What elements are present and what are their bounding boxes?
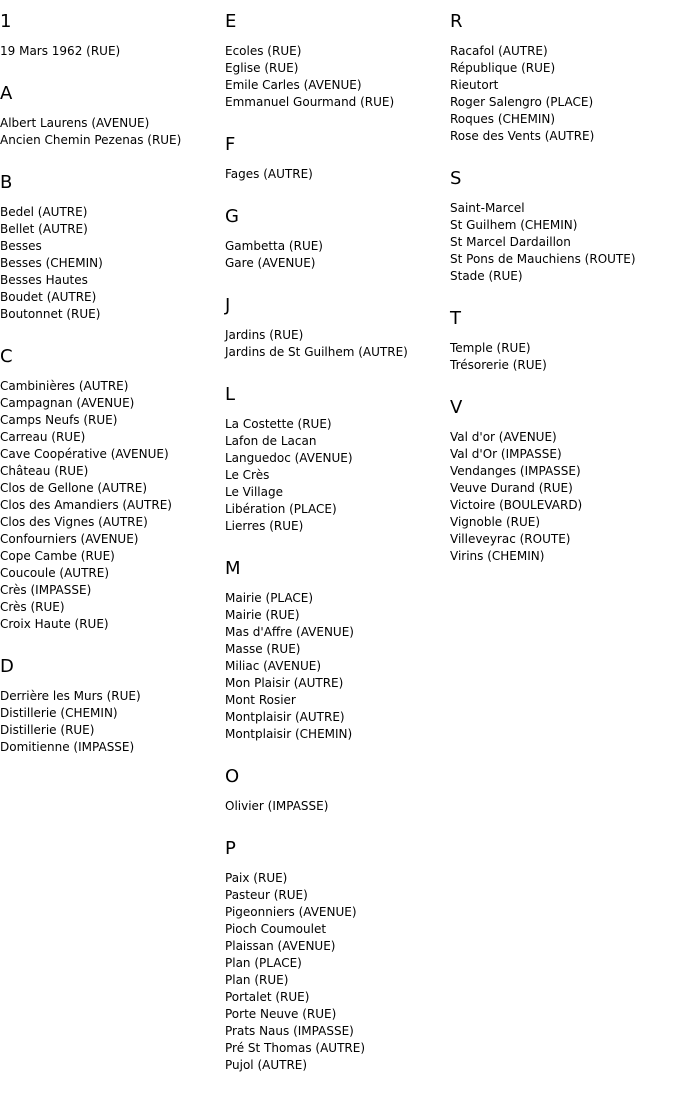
street-entry: Pigeonniers (AVENUE)	[225, 905, 357, 919]
street-index-column-1	[0, 9, 225, 756]
letter-section	[225, 293, 450, 361]
street-entry: Libération (PLACE)	[225, 502, 337, 516]
section-letter-heading: A	[0, 83, 13, 104]
street-entry: Montplaisir (AUTRE)	[225, 710, 345, 724]
section-letter-heading: V	[450, 397, 463, 418]
section-letter-heading: G	[225, 206, 239, 227]
street-entry: Lierres (RUE)	[225, 519, 304, 533]
street-entry: Stade (RUE)	[450, 269, 523, 283]
street-entry: Besses	[0, 239, 42, 253]
street-entry: Besses (CHEMIN)	[0, 256, 103, 270]
street-entry: Crès (RUE)	[0, 600, 65, 614]
street-entry: Pasteur (RUE)	[225, 888, 308, 902]
section-letter-heading: D	[0, 656, 14, 677]
street-entry: Coucoule (AUTRE)	[0, 566, 110, 580]
street-list	[225, 166, 450, 183]
letter-section	[225, 204, 450, 272]
street-entry: Val d'Or (IMPASSE)	[450, 447, 562, 461]
street-entry: Croix Haute (RUE)	[0, 617, 109, 631]
section-letter-heading: C	[0, 346, 13, 367]
street-list	[450, 429, 675, 565]
street-list	[0, 204, 225, 323]
letter-section	[0, 81, 225, 149]
street-entry: Bellet (AUTRE)	[0, 222, 88, 236]
street-entry: Saint-Marcel	[450, 201, 525, 215]
street-entry: Victoire (BOULEVARD)	[450, 498, 583, 512]
street-entry: Distillerie (CHEMIN)	[0, 706, 118, 720]
street-entry: Trésorerie (RUE)	[450, 358, 547, 372]
street-entry: Plaissan (AVENUE)	[225, 939, 336, 953]
street-entry: Vignoble (RUE)	[450, 515, 541, 529]
street-entry: Ecoles (RUE)	[225, 44, 302, 58]
street-entry: Olivier (IMPASSE)	[225, 799, 329, 813]
letter-section	[225, 9, 450, 111]
street-entry: Mairie (PLACE)	[225, 591, 314, 605]
letter-section	[450, 9, 675, 145]
street-entry: Boutonnet (RUE)	[0, 307, 101, 321]
street-list	[0, 115, 225, 149]
letter-section	[450, 166, 675, 285]
street-index-column-3	[450, 9, 675, 565]
street-entry: Plan (RUE)	[225, 973, 289, 987]
street-entry: Jardins (RUE)	[225, 328, 304, 342]
street-list	[0, 688, 225, 756]
street-entry: Porte Neuve (RUE)	[225, 1007, 337, 1021]
street-entry: 19 Mars 1962 (RUE)	[0, 44, 121, 58]
street-entry: Le Crès	[225, 468, 270, 482]
section-letter-heading: O	[225, 766, 240, 787]
street-entry: Val d'or (AVENUE)	[450, 430, 557, 444]
street-entry: Ancien Chemin Pezenas (RUE)	[0, 133, 182, 147]
section-letter-heading: E	[225, 11, 237, 32]
street-list	[450, 340, 675, 374]
street-entry: Portalet (RUE)	[225, 990, 310, 1004]
street-list	[225, 238, 450, 272]
letter-section	[225, 836, 450, 1074]
street-entry: Lafon de Lacan	[225, 434, 317, 448]
street-entry: Roques (CHEMIN)	[450, 112, 556, 126]
street-entry: Languedoc (AVENUE)	[225, 451, 353, 465]
street-entry: Mas d'Affre (AVENUE)	[225, 625, 354, 639]
street-entry: Racafol (AUTRE)	[450, 44, 548, 58]
street-entry: Virins (CHEMIN)	[450, 549, 545, 563]
street-entry: Pré St Thomas (AUTRE)	[225, 1041, 366, 1055]
street-list	[225, 798, 450, 815]
street-list	[450, 43, 675, 145]
street-entry: Rose des Vents (AUTRE)	[450, 129, 595, 143]
street-list	[225, 43, 450, 111]
street-entry: Veuve Durand (RUE)	[450, 481, 573, 495]
street-entry: Clos de Gellone (AUTRE)	[0, 481, 148, 495]
letter-section	[225, 556, 450, 743]
section-letter-heading: J	[225, 295, 231, 316]
street-index-column-2	[225, 9, 450, 1074]
street-list	[225, 590, 450, 743]
letter-section	[225, 382, 450, 535]
street-list	[225, 327, 450, 361]
street-entry: Crès (IMPASSE)	[0, 583, 92, 597]
street-entry: Mon Plaisir (AUTRE)	[225, 676, 344, 690]
street-entry: Villeveyrac (ROUTE)	[450, 532, 571, 546]
street-entry: Carreau (RUE)	[0, 430, 86, 444]
section-letter-heading: 1	[0, 11, 12, 32]
street-entry: Prats Naus (IMPASSE)	[225, 1024, 354, 1038]
letter-section	[0, 9, 225, 60]
street-entry: Vendanges (IMPASSE)	[450, 464, 581, 478]
street-entry: Confourniers (AVENUE)	[0, 532, 139, 546]
street-entry: St Marcel Dardaillon	[450, 235, 571, 249]
street-entry: Domitienne (IMPASSE)	[0, 740, 135, 754]
street-entry: Pujol (AUTRE)	[225, 1058, 308, 1072]
letter-section	[0, 170, 225, 323]
street-entry: St Guilhem (CHEMIN)	[450, 218, 578, 232]
street-entry: Gambetta (RUE)	[225, 239, 323, 253]
letter-section	[0, 344, 225, 633]
section-letter-heading: S	[450, 168, 462, 189]
street-entry: Château (RUE)	[0, 464, 89, 478]
letter-section	[225, 132, 450, 183]
street-entry: Fages (AUTRE)	[225, 167, 313, 181]
street-entry: Camps Neufs (RUE)	[0, 413, 118, 427]
street-entry: Roger Salengro (PLACE)	[450, 95, 594, 109]
street-entry: Gare (AVENUE)	[225, 256, 316, 270]
section-letter-heading: R	[450, 11, 463, 32]
letter-section	[450, 306, 675, 374]
street-entry: Masse (RUE)	[225, 642, 301, 656]
street-entry: La Costette (RUE)	[225, 417, 332, 431]
street-entry: Albert Laurens (AVENUE)	[0, 116, 150, 130]
street-entry: Montplaisir (CHEMIN)	[225, 727, 353, 741]
street-entry: Clos des Amandiers (AUTRE)	[0, 498, 172, 512]
street-entry: Bedel (AUTRE)	[0, 205, 88, 219]
street-entry: St Pons de Mauchiens (ROUTE)	[450, 252, 636, 266]
street-entry: Boudet (AUTRE)	[0, 290, 97, 304]
street-entry: Emile Carles (AVENUE)	[225, 78, 362, 92]
section-letter-heading: M	[225, 558, 241, 579]
street-entry: Clos des Vignes (AUTRE)	[0, 515, 148, 529]
section-letter-heading: T	[450, 308, 461, 329]
street-entry: Miliac (AVENUE)	[225, 659, 322, 673]
street-list	[0, 378, 225, 633]
letter-section	[450, 395, 675, 565]
street-list	[225, 870, 450, 1074]
street-entry: Mont Rosier	[225, 693, 296, 707]
section-letter-heading: B	[0, 172, 13, 193]
section-letter-heading: L	[225, 384, 236, 405]
section-letter-heading: P	[225, 838, 236, 859]
street-entry: Jardins de St Guilhem (AUTRE)	[225, 345, 408, 359]
street-entry: Derrière les Murs (RUE)	[0, 689, 141, 703]
street-entry: République (RUE)	[450, 61, 556, 75]
street-entry: Eglise (RUE)	[225, 61, 299, 75]
street-entry: Le Village	[225, 485, 283, 499]
street-entry: Campagnan (AVENUE)	[0, 396, 135, 410]
street-list	[0, 43, 225, 60]
street-entry: Plan (PLACE)	[225, 956, 302, 970]
street-entry: Emmanuel Gourmand (RUE)	[225, 95, 395, 109]
street-entry: Cambinières (AUTRE)	[0, 379, 129, 393]
street-entry: Paix (RUE)	[225, 871, 288, 885]
letter-section	[0, 654, 225, 756]
street-entry: Cope Cambe (RUE)	[0, 549, 115, 563]
street-entry: Distillerie (RUE)	[0, 723, 95, 737]
street-list	[450, 200, 675, 285]
street-entry: Mairie (RUE)	[225, 608, 300, 622]
street-entry: Pioch Coumoulet	[225, 922, 327, 936]
letter-section	[225, 764, 450, 815]
street-entry: Rieutort	[450, 78, 499, 92]
street-entry: Besses Hautes	[0, 273, 88, 287]
street-list	[225, 416, 450, 535]
street-entry: Cave Coopérative (AVENUE)	[0, 447, 169, 461]
section-letter-heading: F	[225, 134, 236, 155]
street-entry: Temple (RUE)	[450, 341, 531, 355]
